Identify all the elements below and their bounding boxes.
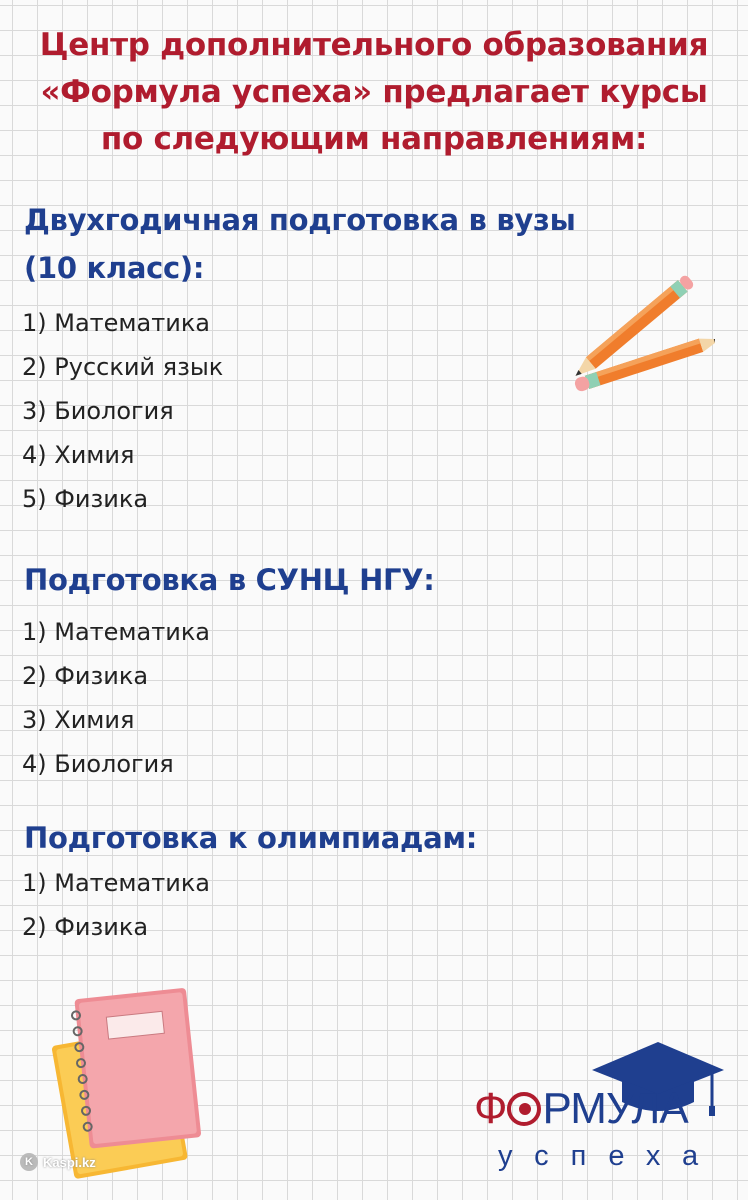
university-prep-list	[22, 301, 223, 521]
list-item: 1) Математика	[22, 309, 211, 337]
header-line-3: по следующим направлениям:	[100, 121, 648, 157]
header-line-2: «Формула успеха» предлагает курсы	[40, 74, 708, 110]
pencil-icon	[555, 255, 715, 415]
list-item: 4) Химия	[22, 441, 135, 469]
list-item: 1) Математика	[22, 618, 211, 646]
logo-wordmark: Ф РМУЛА	[474, 1084, 688, 1133]
list-item: 4) Биология	[22, 750, 174, 778]
section-title-grade: (10 класс):	[24, 251, 205, 285]
sunc-prep-list	[22, 610, 210, 786]
list-item: 2) Физика	[22, 662, 149, 690]
formula-uspekha-logo	[468, 1040, 738, 1180]
list-item: 1) Математика	[22, 869, 211, 897]
olympiad-prep-list	[22, 861, 210, 949]
page-header	[0, 22, 748, 163]
header-line-1: Центр дополнительного образования	[39, 27, 709, 63]
list-item: 2) Русский язык	[22, 353, 224, 381]
list-item: 5) Физика	[22, 485, 149, 513]
list-item: 3) Биология	[22, 397, 174, 425]
list-item: 2) Физика	[22, 913, 149, 941]
section-title-olympiads: Подготовка к олимпиадам:	[24, 821, 478, 855]
list-item: 3) Химия	[22, 706, 135, 734]
logo-subtitle: успеха	[498, 1140, 721, 1172]
notebook-icon	[40, 980, 210, 1180]
watermark	[20, 1153, 96, 1171]
section-title-university-prep: Двухгодичная подготовка в вузы	[24, 203, 576, 237]
kaspi-icon: K	[20, 1153, 38, 1171]
section-title-sunc: Подготовка в СУНЦ НГУ:	[24, 563, 435, 597]
watermark-text: Kaspi.kz	[43, 1154, 96, 1170]
